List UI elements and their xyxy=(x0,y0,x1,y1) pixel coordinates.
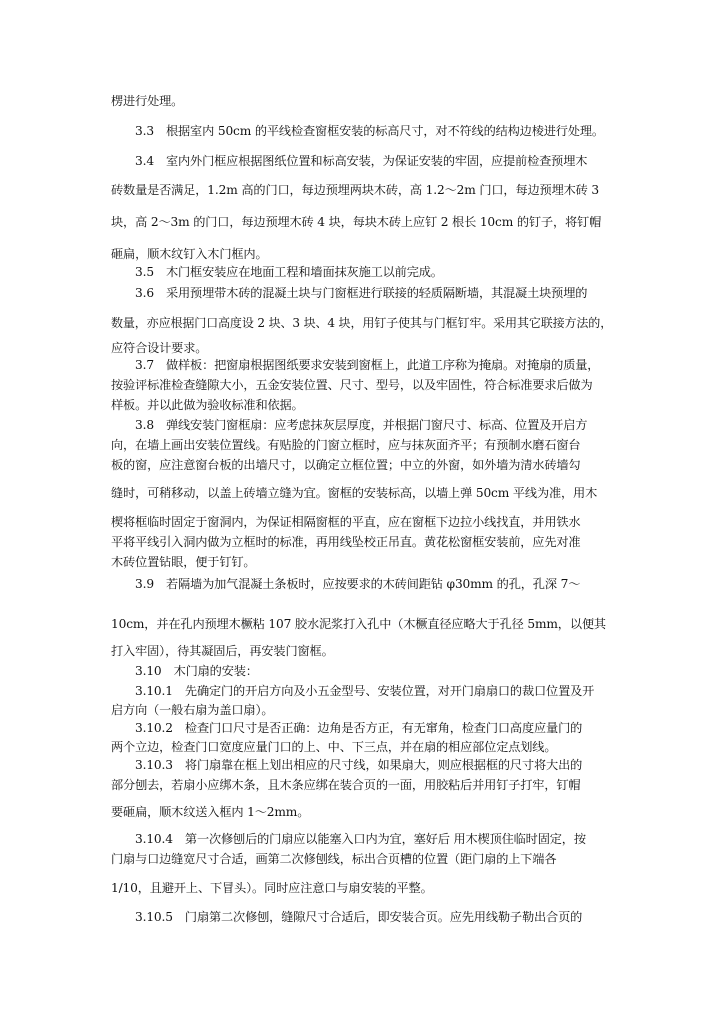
text-line: 数量，亦应根据门口高度设 2 块、3 块、4 块，用钉子使其与门框钉牢。采用其它联接方法的， xyxy=(111,316,613,330)
text-line: 木砖位置钻眼，便于钉钉。 xyxy=(111,555,256,569)
text-line: 3.5 木门框安装应在地面工程和墙面抹灰施工以前完成。 xyxy=(135,265,443,279)
text-line: 10cm，并在孔内预埋木橛粘 107 胶水泥浆打入孔中（木橛直径应略大于孔径 5mm，以便其 xyxy=(111,617,606,631)
text-line: 3.10.2 检查门口尺寸是否正确：边角是否方正，有无窜角，检查门口高度应量门的 xyxy=(135,721,583,735)
text-line: 3.10.1 先确定门的开启方向及小五金型号、安装位置，对开门扇扇口的裁口位置及开 xyxy=(135,684,595,698)
text-line: 楔将框临时固定于窗洞内，为保证相隔窗框的平直，应在窗框下边拉小线找直，并用铁水 xyxy=(111,515,581,529)
text-line: 要砸扁，顺木纹送入框内 1～2mm。 xyxy=(111,805,310,819)
text-line: 3.3 根据室内 50cm 的平线检查窗框安装的标高尺寸，对不符线的结构边棱进行处理。 xyxy=(135,124,604,138)
text-line: 向，在墙上画出安装位置线。有贴脸的门窗立框时，应与抹灰面齐平；有预制水磨石窗台 xyxy=(111,438,581,452)
text-line: 板的窗，应注意窗台板的出墙尺寸，以确定立框位置；中立的外窗，如外墙为清水砖墙勾 xyxy=(111,458,581,472)
text-line: 3.9 若隔墙为加气混凝土条板时，应按要求的木砖间距钻 φ30mm 的孔，孔深 7～ xyxy=(135,577,581,591)
text-line: 3.6 采用预埋带木砖的混凝土块与门窗框进行联接的轻质隔断墙，其混凝土块预埋的 xyxy=(135,286,588,300)
text-line: 砖数量是否满足，1.2m 高的门口，每边预埋两块木砖，高 1.2～2m 门口，每边预埋木砖 3 xyxy=(111,183,600,197)
text-line: 3.10 木门扇的安装： xyxy=(135,664,258,678)
text-line: 3.4 室内外门框应根据图纸位置和标高安装，为保证安装的牢固，应提前检查预埋木 xyxy=(135,154,588,168)
text-line: 3.10.3 将门扇靠在框上划出相应的尺寸线，如果扇大，则应根据框的尺寸将大出的 xyxy=(135,758,583,772)
text-line: 1/10，且避开上、下冒头）。同时应注意口与扇安装的平整。 xyxy=(111,881,433,895)
text-line: 3.7 做样板：把窗扇根据图纸要求安装到窗框上，此道工序称为掩扇。对掩扇的质量， xyxy=(135,358,600,372)
text-line: 按验评标准检查缝隙大小，五金安装位置、尺寸、型号，以及牢固性，符合标准要求后做为 xyxy=(111,378,593,392)
text-line: 缝时，可稍移动，以盖上砖墙立缝为宜。窗框的安装标高，以墙上弹 50cm 平线为准，用木 xyxy=(111,486,598,500)
text-line: 平将平线引入洞内做为立框时的标准，再用线坠校正吊直。黄花松窗框安装前，应先对准 xyxy=(111,535,581,549)
text-line: 应符合设计要求。 xyxy=(111,341,208,355)
text-line: 部分刨去，若扇小应绑木条，且木条应绑在装合页的一面，用胶粘后并用钉子打牢，钉帽 xyxy=(111,778,581,792)
text-line: 打入牢固），待其凝固后，再安装门窗框。 xyxy=(111,644,334,658)
text-line: 楞进行处理。 xyxy=(111,94,184,108)
text-line: 3.10.4 第一次修刨后的门扇应以能塞入口内为宜，塞好后 用木楔顶住临时固定，按 xyxy=(135,832,586,846)
text-line: 砸扁，顺木纹钉入木门框内。 xyxy=(111,247,268,261)
text-line: 门扇与口边缝宽尺寸合适，画第二次修刨线，标出合页槽的位置（距门扇的上下端各 xyxy=(111,852,557,866)
text-line: 块，高 2～3m 的门口，每边预埋木砖 4 块，每块木砖上应钉 2 根长 10cm 的钉子，将钉帽 xyxy=(111,215,602,229)
text-line: 样板。并以此做为验收标准和依据。 xyxy=(111,398,304,412)
text-line: 启方向（一般右扇为盖口扇）。 xyxy=(111,703,274,717)
text-line: 3.8 弹线安装门窗框扇：应考虑抹灰层厚度，并根据门窗尺寸、标高、位置及开启方 xyxy=(135,418,588,432)
text-line: 3.10.5 门扇第二次修刨，缝隙尺寸合适后，即安装合页。应先用线勒子勒出合页的 xyxy=(135,910,583,924)
text-line: 两个立边，检查门口宽度应量门口的上、中、下三点，并在扇的相应部位定点划线。 xyxy=(111,740,557,754)
